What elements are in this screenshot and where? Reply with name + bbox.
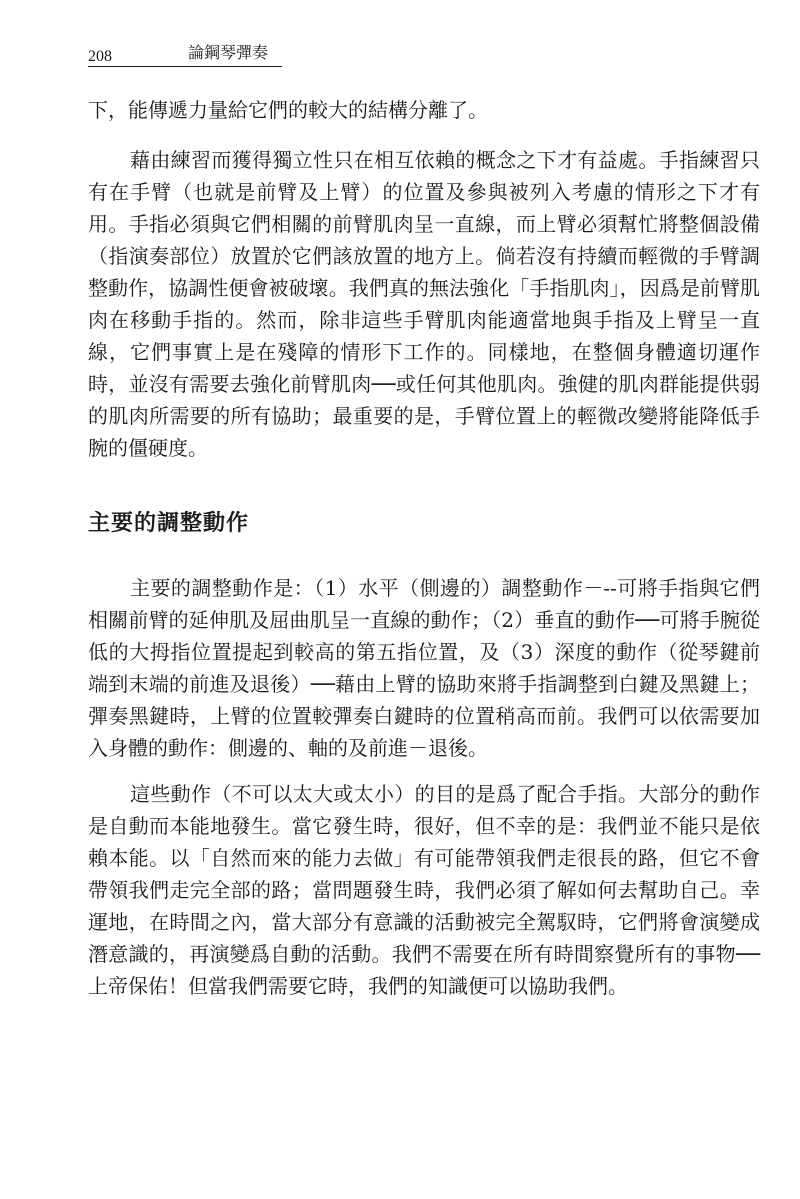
paragraph-movement-purpose: 這些動作（不可以太大或太小）的目的是爲了配合手指。大部分的動作是自動而本能地發生。當它發生時，很好，但不幸的是：我們並不能只是依賴本能。以「自然而來的能力去做」有可能帶領我們走很長的路，但它不會帶領我們走完全部的路；當問題發生時，我們必須了解如何去幫助自己。幸運地，在時間之內，當大部分有意識的活動被完全駕馭時，它們將會演變成潛意識的，再演變爲自動的活動。我們不需要在所有時間察覺所有的事物──上帝保佑！但當我們需要它時，我們的知識便可以協助我們。 bbox=[88, 782, 760, 998]
paragraph-main-adjustments: 主要的調整動作是：（1）水平（側邊的）調整動作－--可將手指與它們相關前臂的延伸肌及屈曲肌呈一直線的動作；（2）垂直的動作──可將手腕從低的大拇指位置提起到較高的第五指位置，及（3）深度的動作（從琴鍵前端到末端的前進及退後）──藉由上臂的協助來將手指調整到白鍵及黑鍵上；彈奏黑鍵時，上臂的位置較彈奏白鍵時的位置稍高而前。我們可以依需要加入身體的動作：側邊的、軸的及前進－退後。 bbox=[88, 576, 760, 760]
paragraph-independence: 藉由練習而獲得獨立性只在相互依賴的概念之下才有益處。手指練習只有在手臂（也就是前臂及上臂）的位置及參與被列入考慮的情形之下才有用。手指必須與它們相關的前臂肌肉呈一直線，而上臂必須幫忙將整個設備（指演奏部位）放置於它們該放置的地方上。倘若沒有持續而輕微的手臂調整動作，協調性便會被破壞。我們真的無法強化「手指肌肉」，因爲是前臂肌肉在移動手指的。然而，除非這些手臂肌肉能適當地與手指及上臂呈一直線，它們事實上是在殘障的情形下工作的。同樣地，在整個身體適切運作時，並沒有需要去強化前臂肌肉──或任何其他肌肉。強健的肌肉群能提供弱的肌肉所需要的所有協助；最重要的是，手臂位置上的輕微改變將能降低手腕的僵硬度。 bbox=[88, 148, 760, 460]
running-title: 論鋼琴彈奏 bbox=[188, 43, 269, 62]
section-heading: 主要的調整動作 bbox=[88, 510, 250, 536]
paragraph-continuation: 下，能傳遞力量給它們的較大的結構分離了。 bbox=[88, 98, 488, 122]
page-body bbox=[88, 94, 760, 1002]
page-number: 208 bbox=[88, 48, 112, 65]
page-header bbox=[88, 42, 282, 67]
